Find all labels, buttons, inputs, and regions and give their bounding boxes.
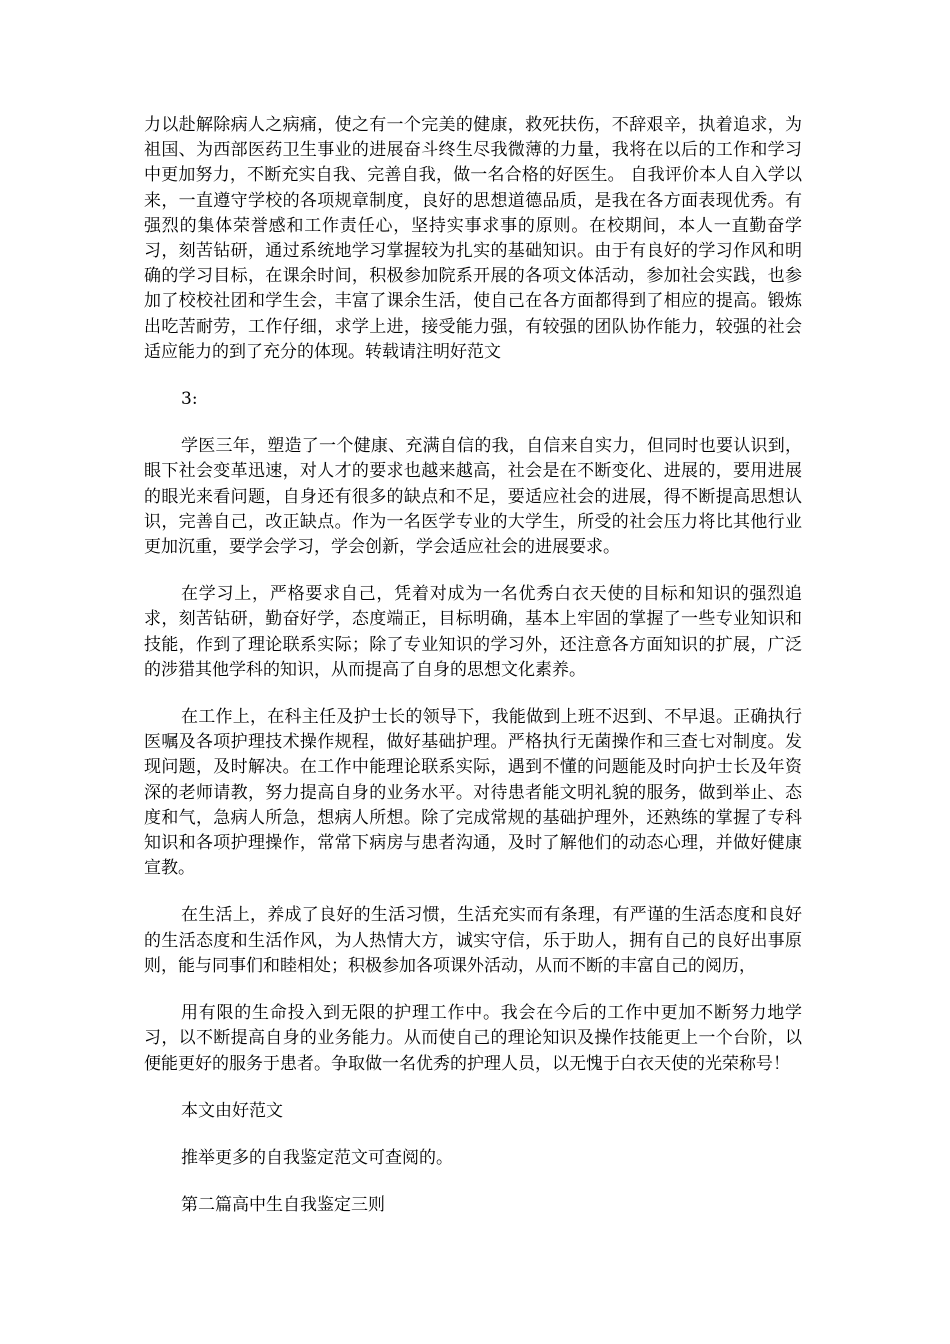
paragraph-study: 在学习上，严格要求自己，凭着对成为一名优秀白衣天使的目标和知识的强烈追求，刻苦钻研，勤奋好学，态度端正，目标明确，基本上牢固的掌握了一些专业知识和技能，作到了理论联系实际；除了专业知识的学习外，还注意各方面知识的扩展，广泛的涉猎其他学科的知识，从而提高了自身的思想文化素养。 (144, 584, 802, 680)
paragraph-conclusion: 用有限的生命投入到无限的护理工作中。我会在今后的工作中更加不断努力地学习，以不断提高自身的业务能力。从而使自己的理论知识及操作技能更上一个台阶，以便能更好的服务于患者。争取做一名优秀的护理人员，以无愧于白衣天使的光荣称号！ (144, 1003, 802, 1074)
paragraph-work: 在工作上，在科主任及护士长的领导下，我能做到上班不迟到、不早退。正确执行医嘱及各项护理技术操作规程，做好基础护理。严格执行无菌操作和三查七对制度。发现问题，及时解决。在工作中能理论联系实际，遇到不懂的问题能及时向护士长及年资深的老师请教，努力提高自身的业务水平。对待患者能文明礼貌的服务，做到举止、态度和气，急病人所急，想病人所想。除了完成常规的基础护理外，还熟练的掌握了专科知识和各项护理操作，常常下病房与患者沟通，及时了解他们的动态心理，并做好健康宣教。 (144, 707, 802, 879)
paragraph-life: 在生活上，养成了良好的生活习惯，生活充实而有条理，有严谨的生活态度和良好的生活态度和生活作风，为人热情大方，诚实守信，乐于助人，拥有自己的良好出事原则，能与同事们和睦相处；积极参加各项课外活动，从而不断的丰富自己的阅历， (144, 905, 802, 976)
document-body (144, 113, 802, 1240)
recommendation-note: 推举更多的自我鉴定范文可查阅的。 (181, 1147, 453, 1168)
paragraph-intro: 学医三年，塑造了一个健康、充满自信的我，自信来自实力，但同时也要认识到，眼下社会变革迅速，对人才的要求也越来越高，社会是在不断变化、进展的，要用进展的眼光来看问题，自身还有很多的缺点和不足，要适应社会的进展，得不断提高思想认识，完善自己，改正缺点。作为一名医学专业的大学生，所受的社会压力将比其他行业更加沉重，要学会学习，学会创新，学会适应社会的进展要求。 (144, 436, 802, 558)
source-note: 本文由好范文 (181, 1100, 283, 1121)
section-number: 3: (181, 389, 198, 410)
paragraph-continuation: 力以赴解除病人之病痛，使之有一个完美的健康，救死扶伤，不辞艰辛，执着追求，为祖国、为西部医药卫生事业的进展奋斗终生尽我微薄的力量，我将在以后的工作和学习中更加努力，不断充实自我、完善自我，做一名合格的好医生。 自我评价本人自入学以来，一直遵守学校的各项规章制度，良好的思想道德品质，是我在各方面表现优秀。有强烈的集体荣誉感和工作责任心，坚持实事求事的原则。在校期间，本人一直勤奋学习，刻苦钻研，通过系统地学习掌握较为扎实的基础知识。由于有良好的学习作风和明确的学习目标，在课余时间，积极参加院系开展的各项文体活动，参加社会实践，也参加了校校社团和学生会，丰富了课余生活，使自己在各方面都得到了相应的提高。锻炼出吃苦耐劳，工作仔细，求学上进，接受能力强，有较强的团队协作能力，较强的社会适应能力的到了充分的体现。转载请注明好范文 (144, 115, 802, 362)
next-article-title: 第二篇高中生自我鉴定三则 (181, 1195, 385, 1216)
